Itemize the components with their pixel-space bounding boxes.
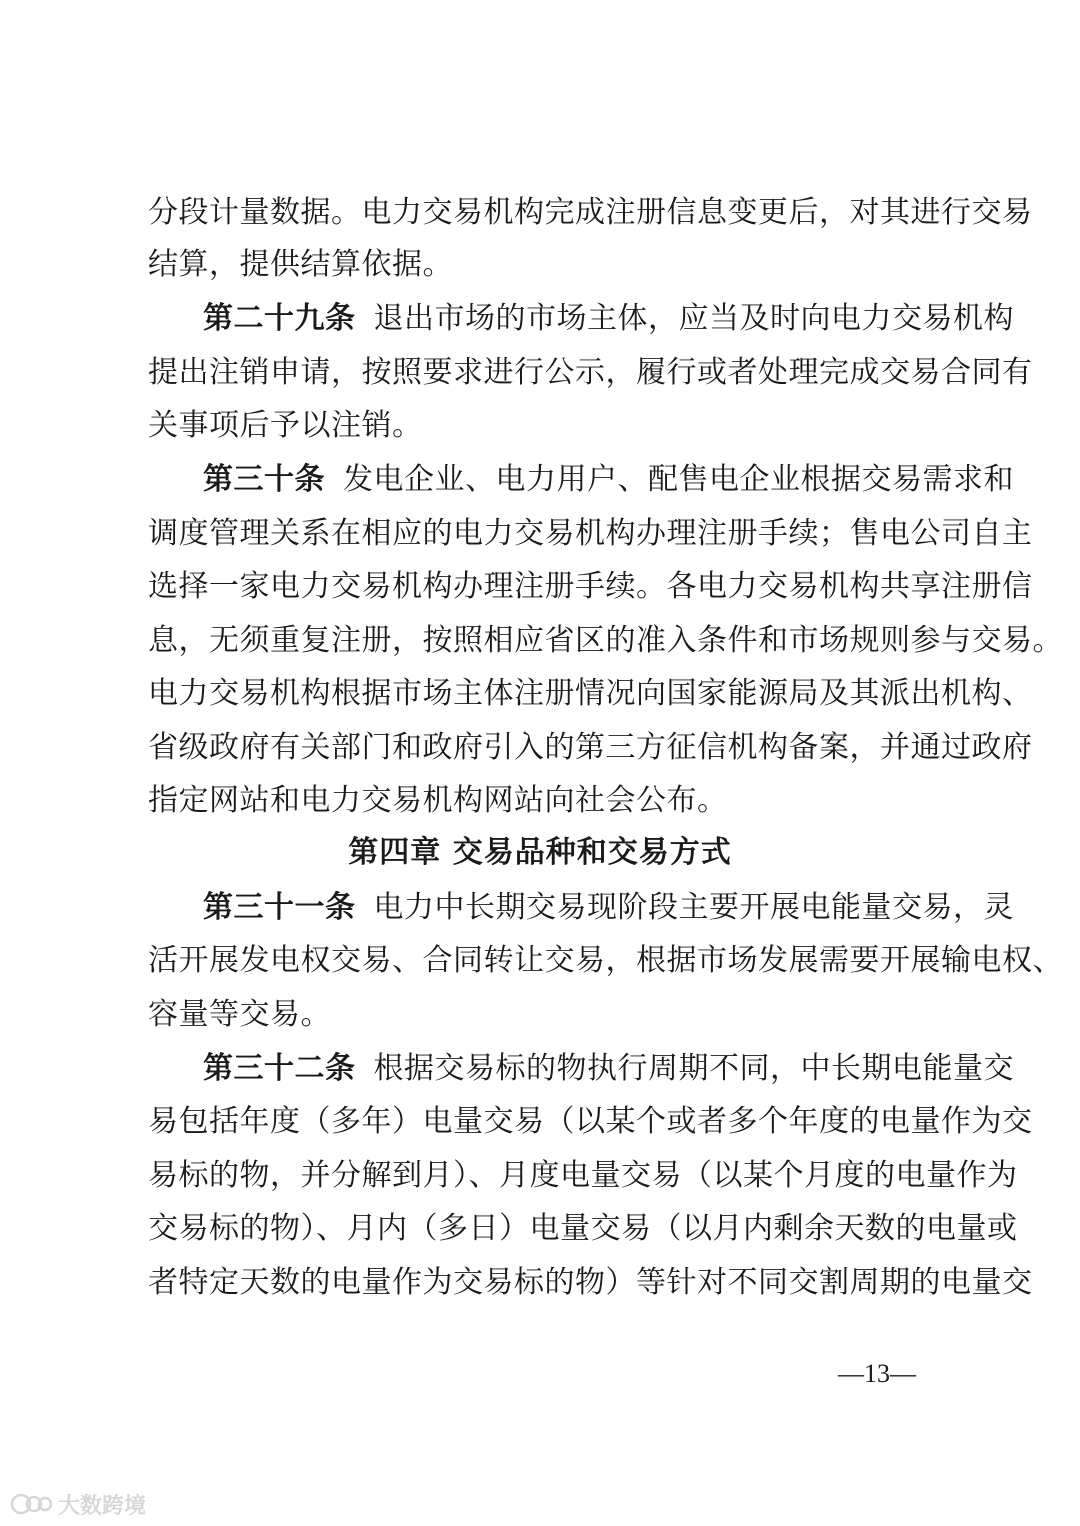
paragraph-line: 交易标的物）、月内（多日）电量交易（以月内剩余天数的电量或 bbox=[148, 1211, 1018, 1246]
paragraph-line: 结算，提供结算依据。 bbox=[148, 247, 453, 282]
paragraph-line: 易标的物，并分解到月）、月度电量交易（以某个月度的电量作为 bbox=[148, 1158, 1018, 1193]
paragraph-line: 易包括年度（多年）电量交易（以某个或者多个年度的电量作为交 bbox=[148, 1104, 1033, 1139]
paragraph-text: 发电企业、电力用户、配售电企业根据交易需求和 bbox=[343, 462, 1014, 497]
paragraph-line: 调度管理关系在相应的电力交易机构办理注册手续；售电公司自主 bbox=[148, 516, 1033, 551]
article-30-first-line bbox=[203, 460, 1014, 500]
paragraph-line: 省级政府有关部门和政府引入的第三方征信机构备案，并通过政府 bbox=[148, 730, 1033, 765]
article-number: 第三十条 bbox=[203, 462, 325, 497]
paragraph-line: 容量等交易。 bbox=[148, 997, 331, 1032]
article-number: 第二十九条 bbox=[203, 301, 356, 336]
logo-icon bbox=[10, 1491, 54, 1517]
paragraph-line: 分段计量数据。电力交易机构完成注册信息变更后，对其进行交易 bbox=[148, 195, 1033, 230]
paragraph-text: 根据交易标的物执行周期不同，中长期电能量交 bbox=[373, 1051, 1014, 1086]
watermark bbox=[10, 1488, 146, 1520]
paragraph-line: 提出注销申请，按照要求进行公示，履行或者处理完成交易合同有 bbox=[148, 355, 1033, 390]
paragraph-text: 电力中长期交易现阶段主要开展电能量交易，灵 bbox=[373, 890, 1014, 925]
paragraph-line: 指定网站和电力交易机构网站向社会公布。 bbox=[148, 783, 728, 818]
article-number: 第三十二条 bbox=[203, 1051, 356, 1086]
page-number: —13— bbox=[838, 1359, 916, 1388]
paragraph-line: 者特定天数的电量作为交易标的物）等针对不同交割周期的电量交 bbox=[148, 1265, 1033, 1300]
chapter-heading: 第四章 交易品种和交易方式 bbox=[348, 835, 732, 870]
paragraph-line: 电力交易机构根据市场主体注册情况向国家能源局及其派出机构、 bbox=[148, 676, 1033, 711]
article-29-first-line bbox=[203, 299, 1014, 339]
paragraph-line: 选择一家电力交易机构办理注册手续。各电力交易机构共享注册信 bbox=[148, 569, 1033, 604]
paragraph-line: 活开展发电权交易、合同转让交易，根据市场发展需要开展输电权、 bbox=[148, 943, 1063, 978]
article-32-first-line bbox=[203, 1049, 1014, 1089]
watermark-text: 大数跨境 bbox=[58, 1493, 147, 1519]
paragraph-line: 关事项后予以注销。 bbox=[148, 408, 423, 443]
paragraph-text: 退出市场的市场主体，应当及时向电力交易机构 bbox=[373, 301, 1014, 336]
paragraph-line: 息，无须重复注册，按照相应省区的准入条件和市场规则参与交易。 bbox=[148, 623, 1063, 658]
article-31-first-line bbox=[203, 888, 1014, 928]
article-number: 第三十一条 bbox=[203, 890, 356, 925]
